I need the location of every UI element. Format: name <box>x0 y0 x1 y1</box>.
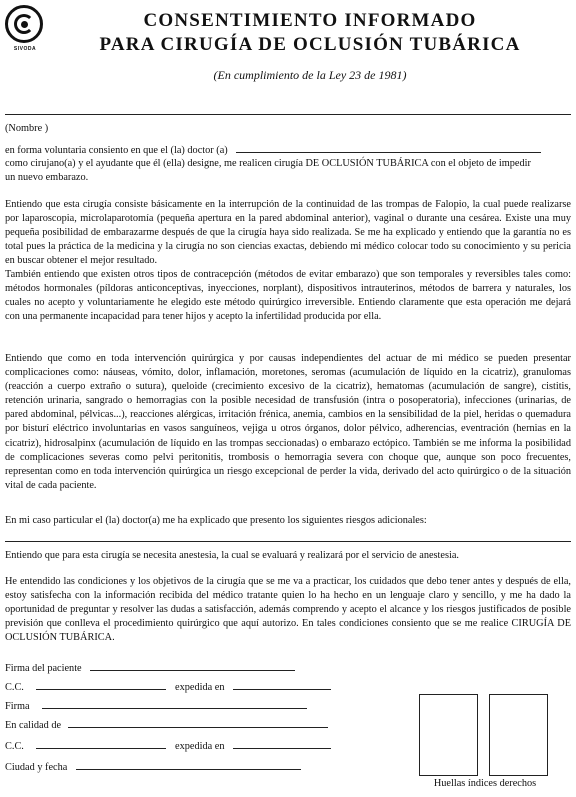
second-cc-label: C.C. <box>5 741 24 752</box>
paragraph-complications: Entiendo que como en toda intervención quirúrgica y por causas independientes del actuar de mi médico se pueden presentar complicaciones como: náuseas, vómito, dolor, inflamación, moretones, seromas (acumulación de líquido en la cicatriz), granulomas (reacción a cuerpo extraño o sutura), queloide (crecimiento excesivo de la cicatriz), hematomas (acumulación de sangre), cistitis, retención urinaria, sangrado o hemorragias con la posible necesidad de transfusión (intra o posoperatoria), infecciones (urinarias, de pared abdominal, pélvicas...), reacciones alérgicas, irritación frénica, anemia, cambios en la sensibilidad de la piel, heridas o quemadura por bisturí eléctrico involuntarias en vasos sanguíneos, vejiga u otros órganos, dolor pélvico, adherencias, eventración (hernias en la cicatriz), hidrosalpinx (acumulación de líquido en las trompas seccionadas) o embarazo ectópico. También se me informa la posibilidad de complicaciones severas como pelvi peritonitis, trombosis o hemorragia severa con choque que, aunque son poco frecuentes, representan como en toda intervención quirúrgica un riesgo excepcional de perder la vida, derivado del acto quirúrgico o de la situación vital de cada paciente. <box>5 353 571 491</box>
second-signature-row <box>5 699 307 714</box>
capacity-label: En calidad de <box>5 720 62 731</box>
document-subtitle: (En cumplimiento de la Ley 23 de 1981) <box>213 68 407 82</box>
name-label: (Nombre ) <box>5 123 49 134</box>
second-signature-label: Firma <box>5 701 30 712</box>
patient-cc-field[interactable] <box>36 680 166 690</box>
doctor-name-field[interactable] <box>236 143 541 153</box>
city-date-field[interactable] <box>76 760 301 770</box>
name-fill-line[interactable] <box>5 114 571 115</box>
pregnancy-line: un nuevo embarazo. <box>5 172 89 183</box>
paragraph-final-consent: He entendido las condiciones y los objetivos de la cirugía que se me va a practicar, los cuidados que debo tener antes y después de ella, estoy satisfecha con la información recibida del médico tratante quien lo ha hecho en un lenguaje claro y sencillo, y me ha dado la oportunidad de preguntar y resolver las dudas a satisfacción, además comprendo y acepto el alcance y los riesgos justificados de posible previsión que conlleva el procedimiento quirúrgico que aquí autorizo. En tales condiciones consiento que se me realice CIRUGÍA DE OCLUSIÓN TUBÁRICA. <box>5 576 571 644</box>
second-expedida-label: expedida en <box>175 741 225 752</box>
document-title-line1: CONSENTIMIENTO INFORMADO <box>143 10 477 31</box>
consent-doctor-text: en forma voluntaria consiento en que el (la) doctor (a) <box>5 145 228 156</box>
patient-expedida-field[interactable] <box>233 680 331 690</box>
patient-cc-label: C.C. <box>5 682 24 693</box>
second-signature-field[interactable] <box>42 699 307 709</box>
patient-cc-row <box>5 680 331 695</box>
patient-signature-row <box>5 661 295 676</box>
paragraph-additional-risks: En mi caso particular el (la) doctor(a) me ha explicado que presento los siguientes riesgos adicionales: <box>5 515 427 526</box>
city-date-label: Ciudad y fecha <box>5 762 68 773</box>
additional-risks-fill-line[interactable] <box>5 541 571 542</box>
second-expedida-field[interactable] <box>233 739 331 749</box>
paragraph-anesthesia: Entiendo que para esta cirugía se necesita anestesia, la cual se evaluará y realizará por el servicio de anestesia. <box>5 550 459 561</box>
paragraph-procedure: Entiendo que esta cirugía consiste básicamente en la interrupción de la continuidad de las trompas de Falopio, la cual puede realizarse por laparoscopia, microlaparotomía (pequeña apertura en la pared abdominal anterior), vaginal o durante una cesárea. Existe una muy pequeña posibilidad de embarazarme después de que la cirugía haya sido realizada. Se me ha explicado y entiendo que la garantía no es total pues la práctica de la medicina y la cirugía no son ciencias exactas, debiendo mi médico colocar todo su conocimiento y su pericia en buscar obtener el mejor resultado. <box>5 199 571 267</box>
city-date-row <box>5 760 301 775</box>
capacity-row <box>5 718 328 733</box>
patient-signature-label: Firma del paciente <box>5 663 82 674</box>
surgeon-line: como cirujano(a) y el ayudante que él (ella) designe, me realicen cirugía DE OCLUSIÓN TUBÁRICA con el objeto de impedir <box>5 158 531 169</box>
fingerprint-box-left[interactable] <box>419 694 478 776</box>
logo-label: SIVODA <box>13 46 37 52</box>
consent-doctor-line <box>5 143 541 158</box>
fingerprint-box-right[interactable] <box>489 694 548 776</box>
second-cc-field[interactable] <box>36 739 166 749</box>
second-cc-row <box>5 739 331 754</box>
patient-signature-field[interactable] <box>90 661 295 671</box>
document-title-line2: PARA CIRUGÍA DE OCLUSIÓN TUBÁRICA <box>99 34 521 55</box>
logo-emblem-icon <box>5 5 43 43</box>
paragraph-contraception: También entiendo que existen otros tipos de contracepción (métodos de evitar embarazo) que son temporales y reversibles tales como: métodos hormonales (píldoras anticonceptivas, inyecciones, norplant), dispositivos intrauterinos, métodos de barrera y naturales, los cuales no acepto y voluntariamente he elegido este método quirúrgico irreversible. Entiendo claramente que esta operación me dejará con una permanente incapacidad para tener hijos y acepto la infertilidad producida por ella. <box>5 269 571 323</box>
capacity-field[interactable] <box>68 718 328 728</box>
logo <box>4 4 46 60</box>
fingerprint-caption: Huellas índices derechos <box>433 778 537 789</box>
patient-expedida-label: expedida en <box>175 682 225 693</box>
